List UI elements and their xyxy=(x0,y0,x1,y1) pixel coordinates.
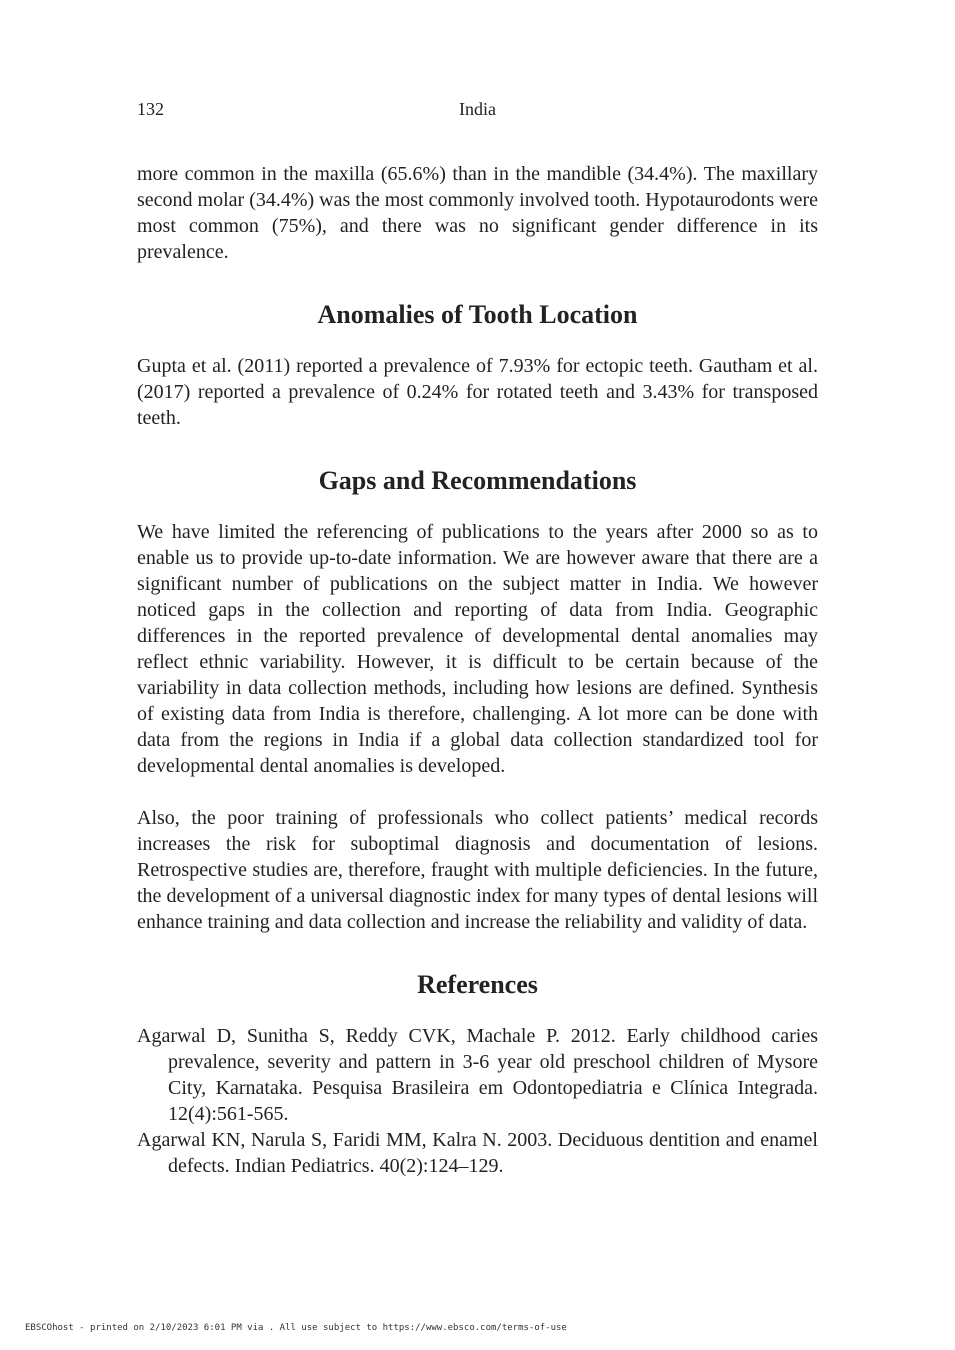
section-heading-references: References xyxy=(417,970,538,999)
intro-paragraph: more common in the maxilla (65.6%) than in the mandible (34.4%). The maxillary second molar (34.4%) was the most commonly involved tooth. Hypotaurodonts were most common (75%), and there was no significant gender difference in its prevalence. xyxy=(137,163,818,263)
tooth-location-paragraph: Gupta et al. (2011) reported a prevalence of 7.93% for ectopic teeth. Gautham et al. (2017) reported a prevalence of 0.24% for rotated teeth and 3.43% for transposed teeth. xyxy=(137,355,818,429)
gaps-paragraph-1: We have limited the referencing of publications to the years after 2000 so as to enable us to provide up-to-date information. We are however aware that there are a significant number of publications on the subject matter in India. We however noticed gaps in the collection and reporting of data from India. Geographic differences in the reported prevalence of developmental dental anomalies may reflect ethnic variability. However, it is difficult to be certain because of the variability in data collection methods, including how lesions are defined. Synthesis of existing data from India is therefore, challenging. A lot more can be done with data from the regions in India if a global data collection standardized tool for developmental dental anomalies is developed. xyxy=(137,521,818,777)
running-head xyxy=(137,97,818,121)
running-title: India xyxy=(459,99,496,119)
page-number: 132 xyxy=(137,99,164,119)
reference-list xyxy=(137,1023,818,1179)
section-heading-gaps-recommendations: Gaps and Recommendations xyxy=(318,466,637,495)
main-content xyxy=(137,161,818,1179)
ebsco-footer: EBSCOhost - printed on 2/10/2023 6:01 PM via . All use subject to https://www.ebsco.com/terms-of-use xyxy=(25,1323,567,1333)
section-heading-tooth-location: Anomalies of Tooth Location xyxy=(317,300,638,329)
reference-item: Agarwal D, Sunitha S, Reddy CVK, Machale P. 2012. Early childhood caries prevalence, severity and pattern in 3-6 year old preschool children of Mysore City, Karnataka. Pesquisa Brasileira em Odontopediatria e Clínica Integrada. 12(4):561-565. xyxy=(137,1025,818,1125)
reference-item: Agarwal KN, Narula S, Faridi MM, Kalra N. 2003. Deciduous dentition and enamel defects. Indian Pediatrics. 40(2):124–129. xyxy=(137,1129,818,1177)
gaps-paragraph-2: Also, the poor training of professionals who collect patients’ medical records increases the risk for suboptimal diagnosis and documentation of lesions. Retrospective studies are, therefore, fraught with multiple deficiencies. In the future, the development of a universal diagnostic index for many types of dental lesions will enhance training and data collection and increase the reliability and validity of data. xyxy=(137,807,818,933)
